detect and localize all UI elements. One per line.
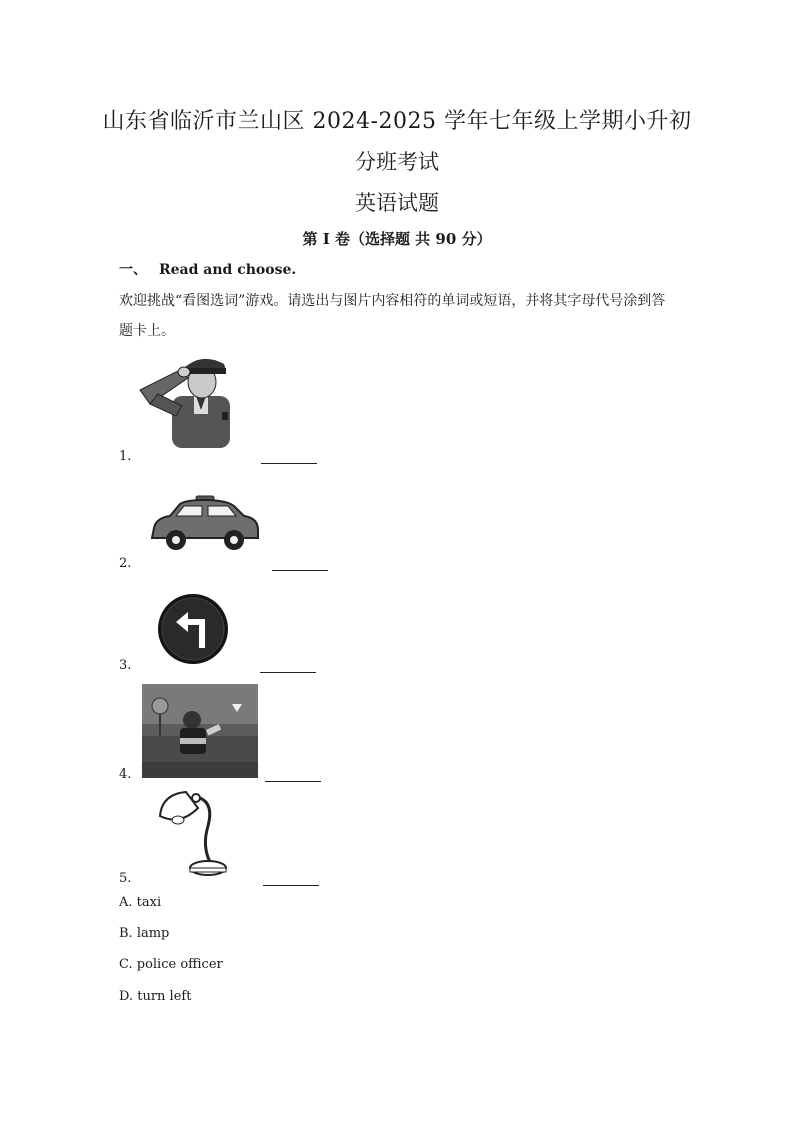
answer-blank-5[interactable] <box>263 885 319 886</box>
turn-left-sign-picture <box>156 592 230 666</box>
section-title: Read and choose. <box>159 262 297 278</box>
instruction-line-2: 题卡上。 <box>119 323 175 339</box>
desk-lamp-picture <box>156 786 232 878</box>
person-with-sign-photo <box>142 684 258 778</box>
option-a: A. taxi <box>119 895 162 910</box>
part-heading: 第 I 卷（选择题 共 90 分） <box>302 230 492 248</box>
instruction-line-1: 欢迎挑战“看图选词”游戏。请选出与图片内容相符的单词或短语，并将其字母代号涂到答 <box>119 293 666 309</box>
option-b: B. lamp <box>119 926 170 941</box>
question-number-5: 5. <box>119 871 132 886</box>
section-number: 一、 <box>119 262 147 278</box>
question-number-2: 2. <box>119 556 132 571</box>
title-line-2: 分班考试 <box>355 150 439 174</box>
police-officer-picture <box>136 350 240 448</box>
section-heading <box>119 259 296 279</box>
answer-blank-2[interactable] <box>272 570 328 571</box>
option-d: D. turn left <box>119 989 192 1004</box>
title-line-3: 英语试题 <box>355 191 439 215</box>
option-c: C. police officer <box>119 957 223 972</box>
answer-blank-3[interactable] <box>260 672 316 673</box>
taxi-picture <box>148 494 262 554</box>
question-number-3: 3. <box>119 658 132 673</box>
question-number-4: 4. <box>119 767 132 782</box>
title-line-1: 山东省临沂市兰山区 2024-2025 学年七年级上学期小升初 <box>102 109 692 134</box>
answer-blank-1[interactable] <box>261 463 317 464</box>
question-number-1: 1. <box>119 449 132 464</box>
answer-blank-4[interactable] <box>265 781 321 782</box>
